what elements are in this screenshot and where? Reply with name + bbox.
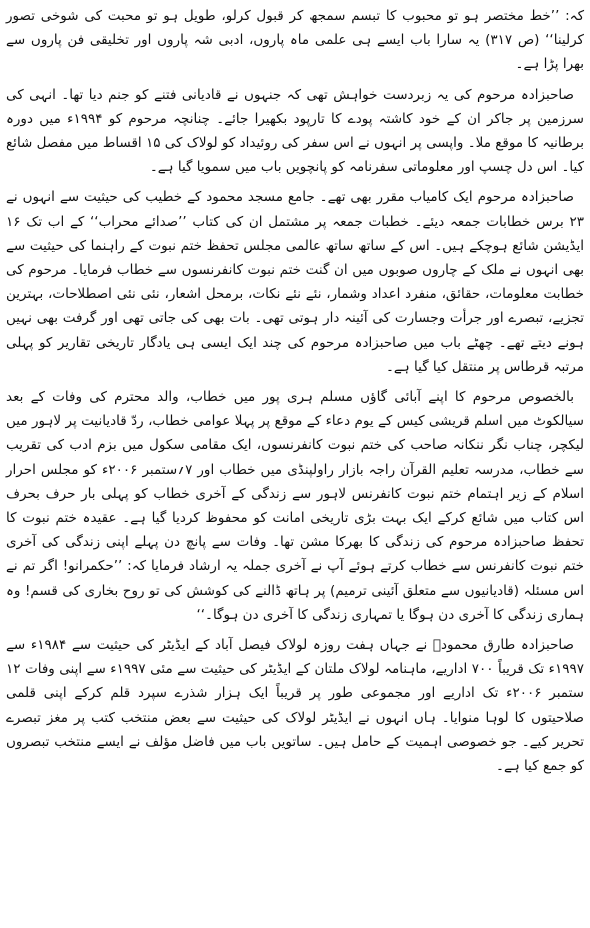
paragraph-speeches: بالخصوص مرحوم کا اپنے آبائی گاؤں مسلم ہری پور میں خطاب، والد محترم کی وفات کے بعد سیالکوٹ میں اسلم قریشی کیس کے یوم دعاء کے موقع پر پہلا عوامی خطاب، ردّ قادیانیت پر لاہور میں لیکچر، چناب نگر ننکانہ صاحب کی ختم نبوت کانفرنسوں، ایک مقامی سکول میں بزم ادب کی تقریب سے خطاب، مدرسہ تعلیم القرآن راجہ بازار راولپنڈی میں خطاب اور ۷؍ستمبر ۲۰۰۶ء کو مجلس احرار اسلام کے زیر اہتمام ختم نبوت کانفرنس لاہور سے زندگی کے آخری خطاب کو پہلی بار حرف بحرف اس کتاب میں شائع کرکے ایک بہت بڑی تاریخی امانت کو محفوظ کردیا گیا ہے۔ عقیدہ ختم نبوت کا تحفظ صاحبزادہ مرحوم کی زندگی کا بھرکا مشن تھا۔ وفات سے پانچ دن پہلے اپنی زندگی کی آخری ختم نبوت کانفرنس سے خطاب کرتے ہوئے آپ نے آخری جملہ یہ ارشاد فرمایا کہ: ’’حکمرانو! اگر تم نے اس مسئلہ (قادیانیوں سے متعلق آئینی ترمیم) پر ہاتھ ڈالنے کی کوشش کی تو روح بخاری کی قسم! وہ ہماری زندگی کا آخری دن ہوگا یا تمہاری زندگی کا آخری دن ہوگا۔‘‘ [6, 389, 584, 623]
book-page [6, 4, 584, 924]
paragraph-uk-travelogue: صاحبزادہ مرحوم کی یہ زبردست خواہش تھی کہ جنہوں نے قادیانی فتنے کو جنم دیا تھا۔ انہی کی سرزمین پر جاکر ان کے خود کاشتہ پودے کا تارپود بکھیرا جائے۔ چنانچہ مرحوم کو ۱۹۹۴ء میں دورہ برطانیہ کا موقع ملا۔ واپسی پر انہوں نے اس سفر کی روئیداد کو لولاک کی ۱۵ اقساط میں مفصل شائع کیا۔ اس دل چسپ اور معلوماتی سفرنامہ کو پانچویں باب میں سمویا گیا ہے۔ [6, 86, 584, 176]
paragraph-oratory: صاحبزادہ مرحوم ایک کامیاب مقرر بھی تھے۔ جامع مسجد محمود کے خطیب کی حیثیت سے انہوں نے ۲۳ برس خطابات جمعہ دیئے۔ خطبات جمعہ پر مشتمل ان کی کتاب ’’صدائے محراب‘‘ کے اب تک ۱۶ ایڈیشن شائع ہوچکے ہیں۔ اس کے ساتھ ساتھ عالمی مجلس تحفظ ختم نبوت کے راہنما کی حیثیت سے بھی انہوں نے ملک کے چاروں صوبوں میں ان گنت ختم نبوت کانفرنسوں سے خطاب فرمایا۔ مرحوم کی خطابت معلومات، حقائق، منفرد اعداد وشمار، نئے نئے نکات، برمحل اشعار، نئی نئی اصطلاحات، بہترین تجزیے، تبصرے اور جرأت وجسارت کی آئینہ دار ہوتی تھی۔ بات بھی کی جاتی تھی اور گرفت بھی نہیں ہونے دیتے تھے۔ چھٹے باب میں صاحبزادہ مرحوم کی چند ایک ایسی ہی یادگار تاریخی تقاریر کو پہلی مرتبہ قرطاس پر منتقل کیا گیا ہے۔ [6, 189, 584, 375]
paragraph-quote-closing: کہ: ’’خط مختصر ہو تو محبوب کا تبسم سمجھ کر قبول کرلو، طویل ہو تو محبت کی شوخی تصور کرلینا‘‘ (ص ۳۱۷) یہ سارا باب ایسے ہی علمی ماہ پاروں، ادبی شہ پاروں اور تخلیقی فن پاروں سے بھرا پڑا ہے۔ [6, 8, 584, 73]
paragraph-editorials: صاحبزادہ طارق محمودؒ نے جہاں ہفت روزہ لولاک فیصل آباد کے ایڈیٹر کی حیثیت سے ۱۹۸۴ء سے ۱۹۹۷ء تک قریباً ۷۰۰ اداریے، ماہنامہ لولاک ملتان کے ایڈیٹر کی حیثیت سے مئی ۱۹۹۷ء سے اپنی وفات ۱۲ ستمبر ۲۰۰۶ء تک اداریے اور مجموعی طور پر قریباً ایک ہزار شذرے سپرد قلم کرکے اپنی قلمی صلاحیتوں کا لوہا منوایا۔ ہاں انہوں نے ایڈیٹر لولاک کی حیثیت سے بعض منتخب کتب پر مغز تبصرے تحریر کیے۔ جو خصوصی اہمیت کے حامل ہیں۔ ساتویں باب میں فاضل مؤلف نے ایسے منتخب تبصروں کو جمع کیا ہے۔ [6, 637, 584, 775]
